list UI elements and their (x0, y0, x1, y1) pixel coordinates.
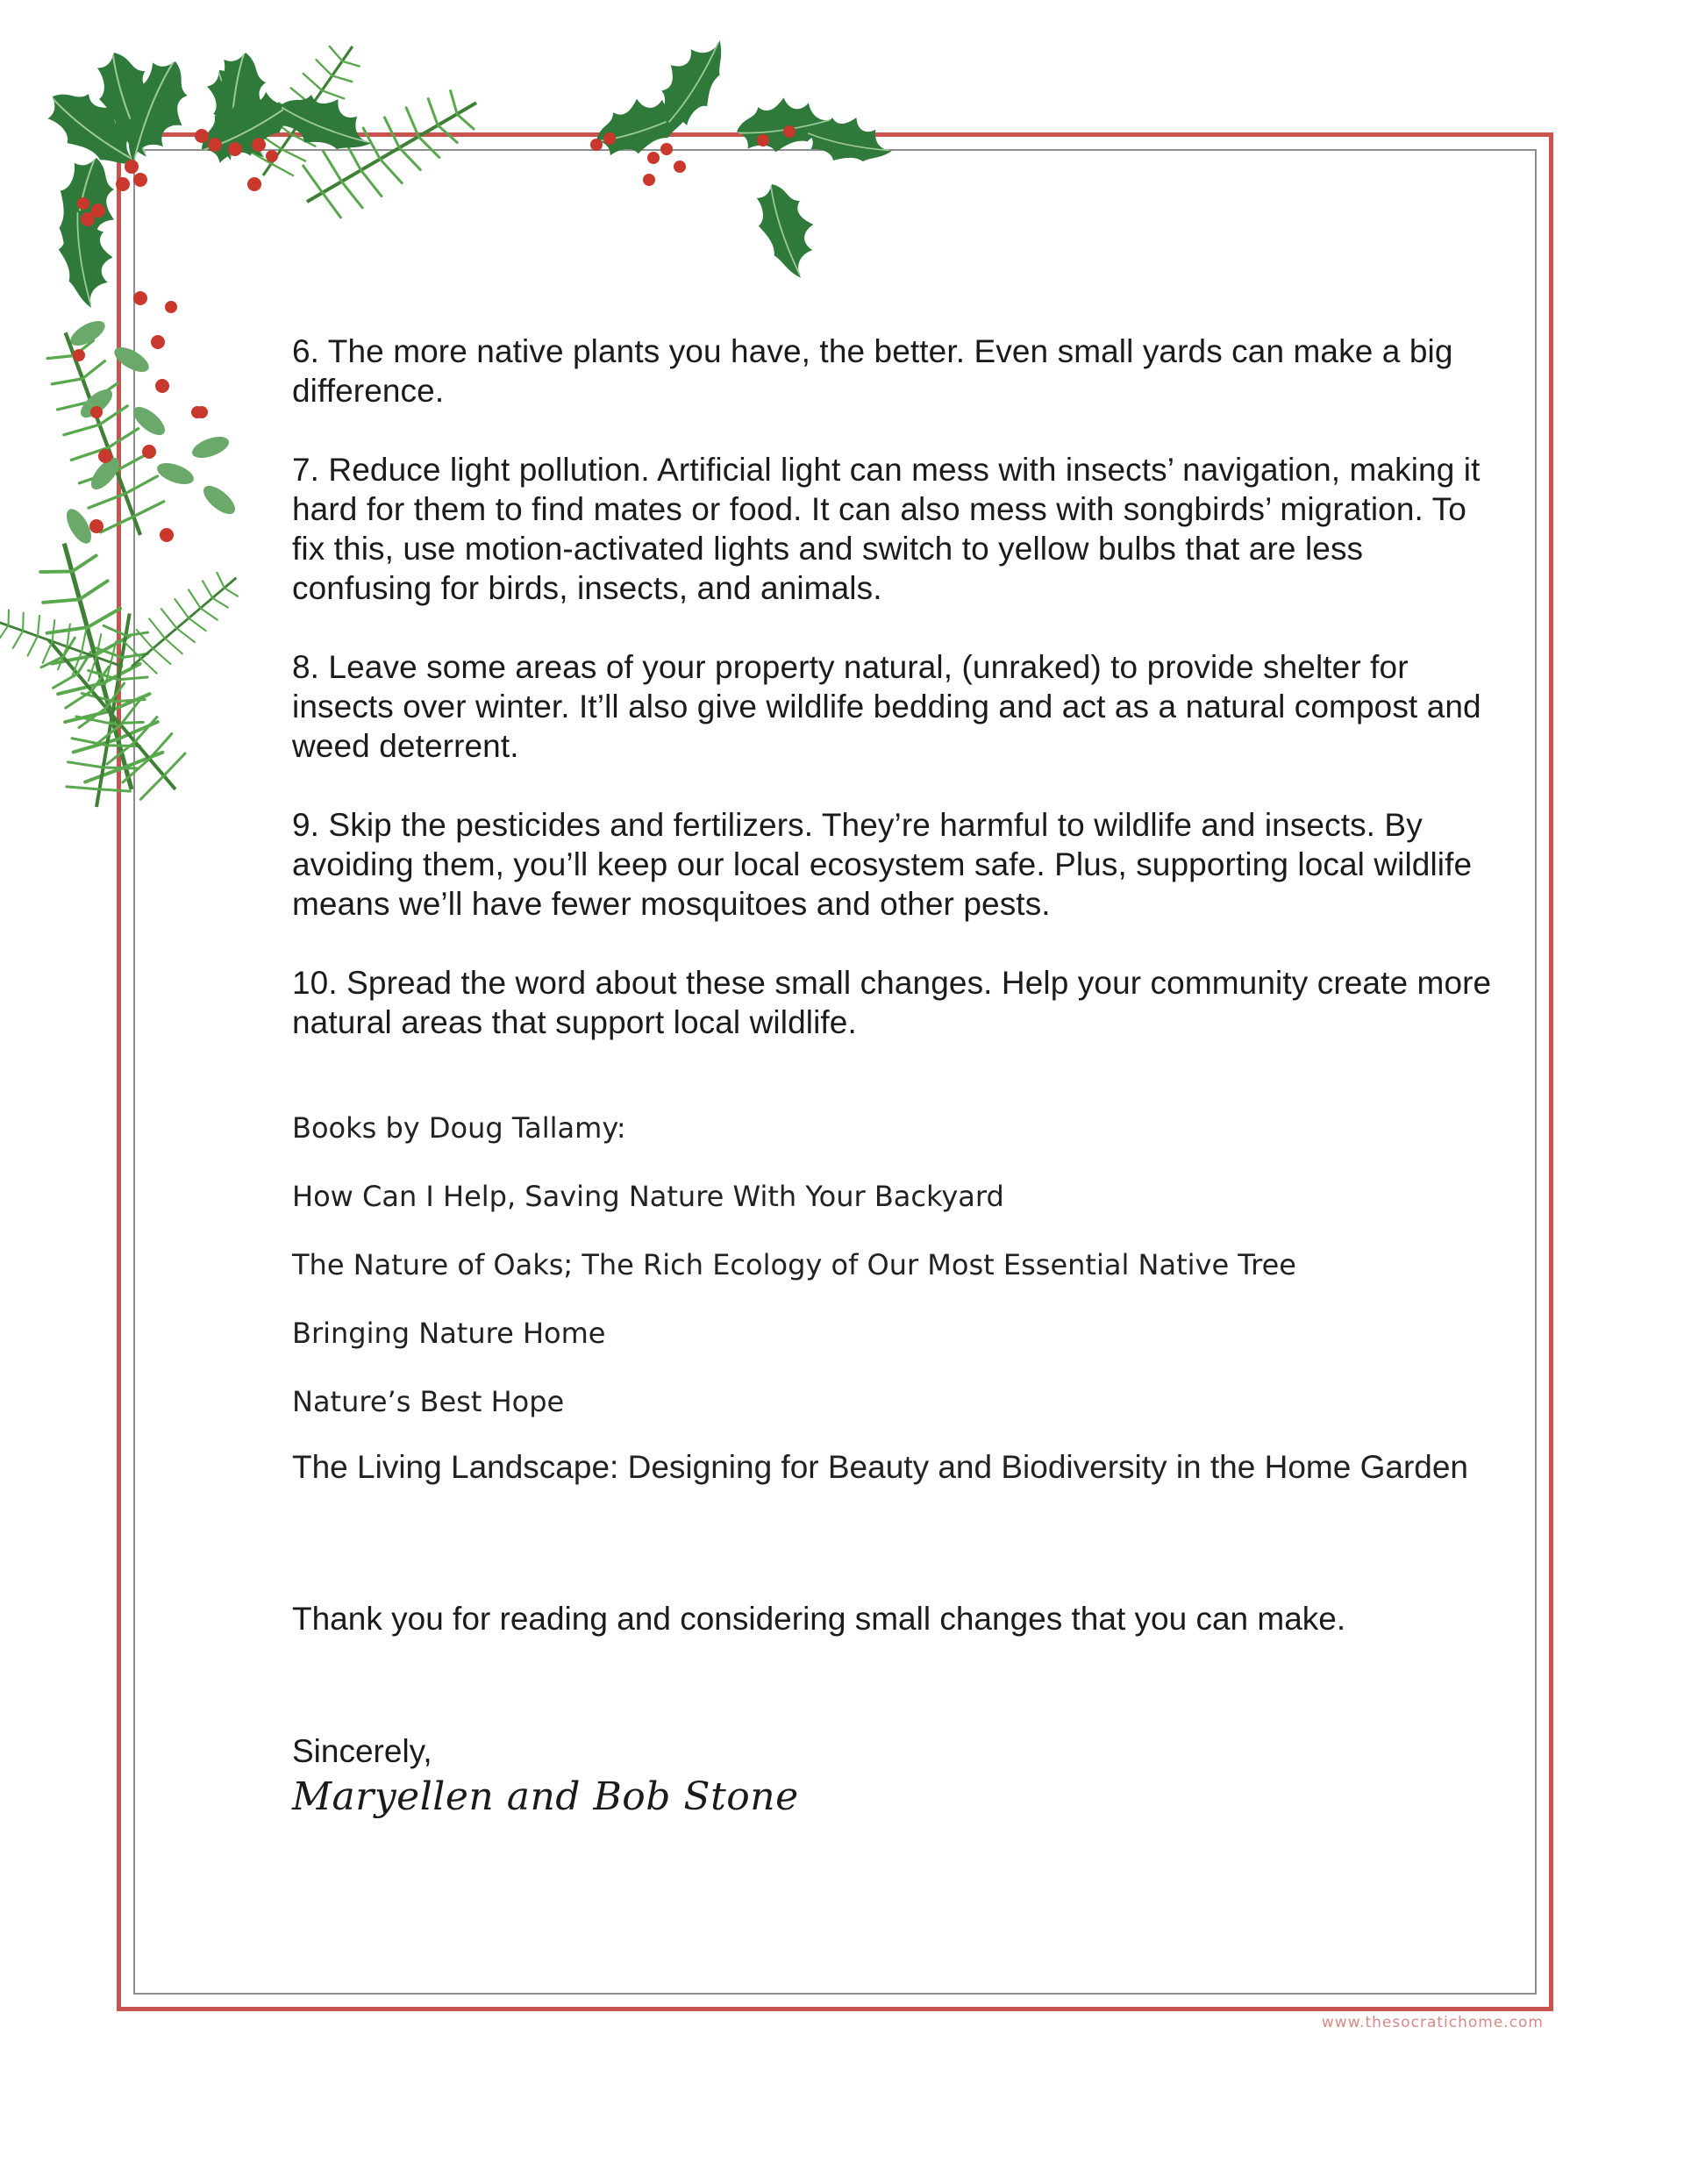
book-title: Bringing Nature Home (292, 1317, 606, 1350)
pine-sprig-left (0, 321, 258, 817)
book-title: How Can I Help, Saving Nature With Your Backyard (292, 1180, 1004, 1213)
thank-you-note: Thank you for reading and considering small changes that you can make. (292, 1601, 1346, 1637)
book-title: Nature’s Best Hope (292, 1385, 565, 1418)
book-title: The Nature of Oaks; The Rich Ecology of Our Most Essential Native Tree (292, 1248, 1296, 1281)
holly-leaves-top-right (588, 25, 896, 285)
tip-6: 6. The more native plants you have, the better. Even small yards can make a big difference. (292, 333, 1453, 409)
holly-leaves-top-left (35, 43, 381, 311)
watermark: www.thesocratichome.com (1321, 2014, 1544, 2031)
mistletoe-leaves-left (61, 316, 239, 547)
tip-8: 8. Leave some areas of your property natural, (unraked) to provide shelter for insects over winter. It’ll also give wildlife bedding and act as a natural compost and weed deterrent. (292, 649, 1481, 764)
tip-10: 10. Spread the word about these small changes. Help your community create more natural areas that support local wildlife. (292, 965, 1492, 1040)
books-heading: Books by Doug Tallamy: (292, 1111, 626, 1145)
signature: Maryellen and Bob Stone (292, 1774, 799, 1819)
closing: Sincerely, (292, 1733, 432, 1769)
tip-7: 7. Reduce light pollution. Artificial light can mess with insects’ navigation, making it hard for them to find mates or food. It can also mess with songbirds’ migration. To fix this, use motion-activated lights and switch to yellow bulbs that are less confusing for birds, insects, and animals. (292, 452, 1481, 606)
book-title: The Living Landscape: Designing for Beauty and Biodiversity in the Home Garden (292, 1449, 1468, 1485)
tip-9: 9. Skip the pesticides and fertilizers. They’re harmful to wildlife and insects. By avoiding them, you’ll keep our local ecosystem safe. Plus, supporting local wildlife means we’ll have fewer mosquitoes and other pests. (292, 807, 1473, 922)
letter-body (292, 332, 1502, 1822)
